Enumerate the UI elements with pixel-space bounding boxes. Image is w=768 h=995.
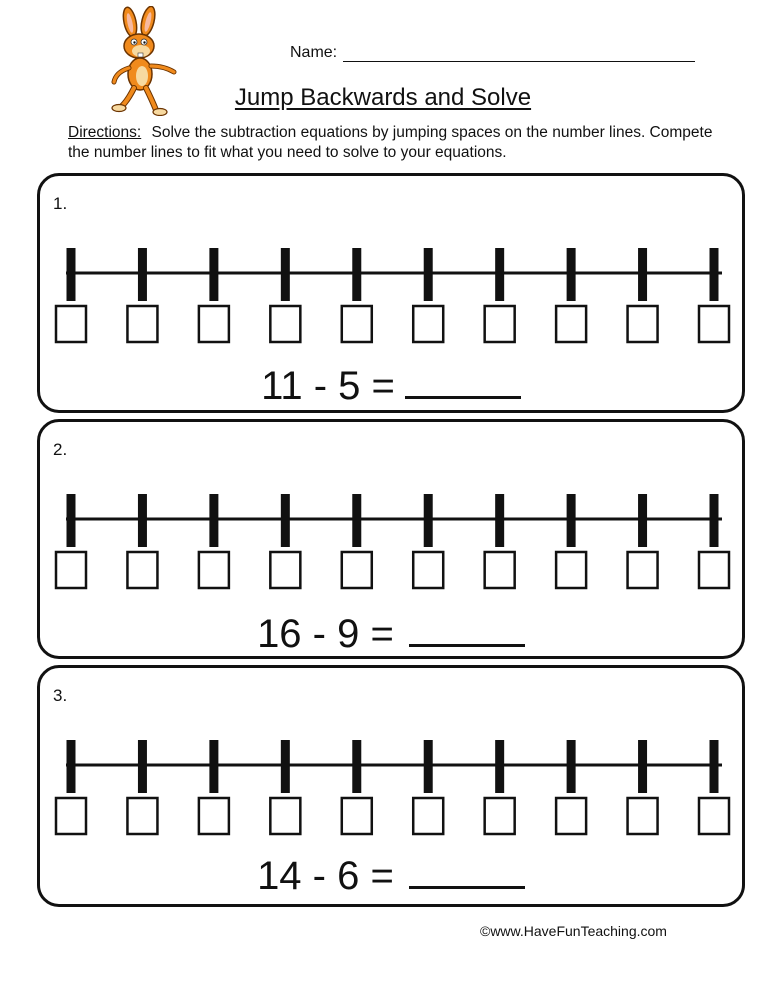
number-answer-box[interactable] [413,306,443,342]
number-answer-box[interactable] [628,306,658,342]
number-answer-box[interactable] [413,552,443,588]
number-line-tick [567,248,576,301]
number-answer-box[interactable] [628,552,658,588]
name-label: Name: [290,44,338,61]
problem-number: 1. [53,194,68,213]
equation-3 [40,856,742,896]
number-line-tick [424,740,433,793]
directions-text: Solve the subtraction equations by jumping spaces on the number lines. Compete the number lines to fit what you need to solve to your equations. [68,124,713,161]
number-line-tick [209,248,218,301]
problem-number: 2. [53,440,68,459]
number-answer-box[interactable] [199,306,229,342]
number-line-tick [638,740,647,793]
number-line-tick [281,494,290,547]
number-answer-box[interactable] [556,552,586,588]
number-answer-box[interactable] [56,798,86,834]
number-answer-box[interactable] [628,798,658,834]
problem-panel-3 [37,665,745,907]
number-line-tick [67,494,76,547]
number-line-tick [638,494,647,547]
number-answer-box[interactable] [127,798,157,834]
number-line-tick [352,248,361,301]
number-answer-box[interactable] [127,552,157,588]
number-line-tick [281,248,290,301]
name-blank-line[interactable] [343,47,695,62]
number-answer-box[interactable] [413,798,443,834]
number-line-tick [495,248,504,301]
number-line-tick [567,740,576,793]
equation-text: 16 - 9 = [257,612,405,656]
number-line-tick [138,248,147,301]
number-answer-box[interactable] [342,306,372,342]
number-line-tick [424,494,433,547]
problem-panel-1 [37,173,745,413]
directions-label: Directions: [68,124,142,141]
equation-text: 14 - 6 = [257,854,405,898]
answer-blank[interactable] [409,856,525,889]
number-line-tick [710,494,719,547]
number-answer-box[interactable] [699,552,729,588]
problem-number: 3. [53,686,68,705]
name-field[interactable] [290,44,695,62]
number-line-tick [67,248,76,301]
number-line-tick [638,248,647,301]
number-line-tick [710,740,719,793]
number-line-tick [67,740,76,793]
equation-text: 11 - 5 = [261,364,395,408]
number-line-tick [710,248,719,301]
number-answer-box[interactable] [342,552,372,588]
number-answer-box[interactable] [199,552,229,588]
equation-2 [40,614,742,654]
copyright-footer: ©www.HaveFunTeaching.com [480,923,667,939]
number-answer-box[interactable] [556,798,586,834]
number-line-tick [495,494,504,547]
number-answer-box[interactable] [127,306,157,342]
directions [68,123,728,163]
number-answer-box[interactable] [342,798,372,834]
number-line-tick [281,740,290,793]
number-answer-box[interactable] [56,552,86,588]
number-answer-box[interactable] [699,306,729,342]
number-answer-box[interactable] [270,306,300,342]
number-answer-box[interactable] [699,798,729,834]
number-line-tick [138,494,147,547]
page-title: Jump Backwards and Solve [234,84,532,111]
number-line-tick [352,494,361,547]
number-line-tick [209,740,218,793]
number-line-tick [209,494,218,547]
equation-1 [40,366,742,406]
number-line-tick [138,740,147,793]
number-line-tick [352,740,361,793]
number-line-tick [424,248,433,301]
number-answer-box[interactable] [270,798,300,834]
answer-blank[interactable] [405,366,521,399]
number-answer-box[interactable] [556,306,586,342]
number-answer-box[interactable] [485,306,515,342]
number-answer-box[interactable] [56,306,86,342]
number-line-tick [495,740,504,793]
number-answer-box[interactable] [485,552,515,588]
number-line-tick [567,494,576,547]
number-answer-box[interactable] [485,798,515,834]
answer-blank[interactable] [409,614,525,647]
problem-panel-2 [37,419,745,659]
number-answer-box[interactable] [199,798,229,834]
number-answer-box[interactable] [270,552,300,588]
